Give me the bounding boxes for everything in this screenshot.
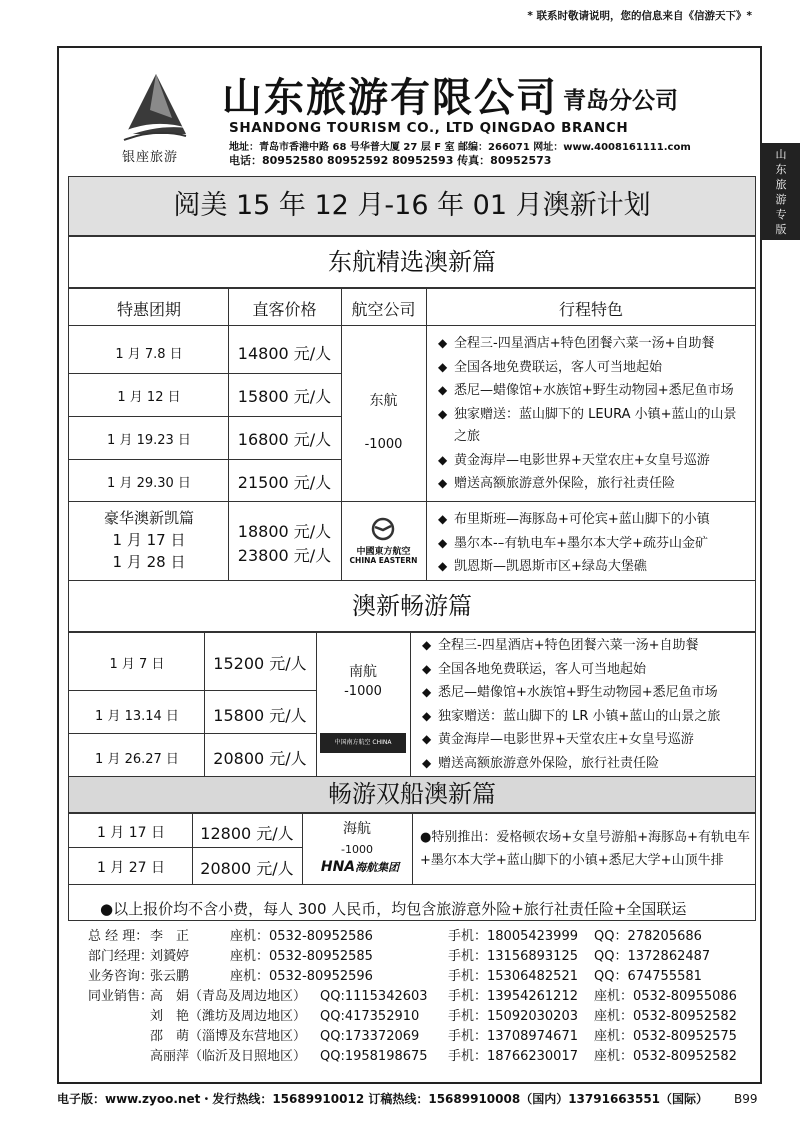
feature-item [422,634,755,658]
contact-role: 总 经 理： [88,929,149,944]
luxury-date: 1 月 28 日 [112,553,186,571]
divider [341,288,342,580]
feature-text: 全程三-四星酒店+特色团餐六菜一汤+自助餐 [438,638,699,653]
feature-item [438,532,753,556]
contact-extra: 座机：0532-80952575 [594,1029,737,1044]
col-header-dates: 特惠团期 [116,300,181,319]
logo-text: 银座旅游 [122,150,179,165]
side-tab-char: 专 [775,208,787,221]
feature-item [438,449,753,473]
contact-extra: QQ：674755581 [594,969,702,984]
feature-item [438,403,753,427]
contact-mobile: 手机：18766230017 [448,1049,578,1064]
company-name: 山东旅游有限公司 [222,74,558,121]
contact-name: 邵 萌（淄博及东营地区） [150,1029,307,1044]
divider [68,325,756,326]
airline-name: 海航 [343,821,371,837]
side-tab [762,143,800,240]
hna-logo-text: 海航集团 [355,861,400,874]
special-feature: ●特别推出：爱格顿农场+女皇号游船+海豚岛+有轨电车+墨尔本大学+蓝山脚下的小镇+悉尼大学+山顶牛排 [420,830,751,868]
tour-price: 15800 元/人 [213,706,307,725]
feature-item [422,705,755,729]
contact-name: 高丽萍（临沂及日照地区） [150,1049,307,1064]
tour-date: 1 月 26.27 日 [95,752,179,767]
contact-mobile: 手机：15306482521 [448,969,578,984]
feature-item [438,426,753,449]
contact-extra: 座机：0532-80952582 [594,1049,737,1064]
divider [68,288,756,289]
tour-price: 20800 元/人 [213,749,307,768]
contact-role: 业务咨询： [88,969,154,984]
feature-item [438,555,753,579]
tour-price: 15800 元/人 [237,387,332,406]
feature-item [422,681,755,705]
feature-text: 凯恩斯—凯恩斯市区+绿岛大堡礁 [454,559,647,574]
company-name-en: SHANDONG TOURISM CO., LTD QINGDAO BRANCH [229,120,629,136]
airline-discount: -1000 [341,843,373,856]
luxury-price: 18800 元/人 [237,522,332,541]
diamond-icon: ◆ [422,685,432,699]
contact-name: 刘贇婷 [150,949,190,964]
diamond-icon: ◆ [422,661,432,676]
company-phones: 电话：80952580 80952592 80952593 传真：80952573 [229,154,552,167]
source-notice: * 联系时敬请说明，您的信息来自《信游天下》* [527,10,752,22]
feature-text: 悉尼—蜡像馆+水族馆+野生动物园+悉尼鱼市场 [454,383,734,398]
feature-list [438,332,753,496]
tour-price: 15200 元/人 [213,654,307,673]
luxury-feature-list [438,508,753,579]
divider [68,690,316,691]
divider [68,884,756,885]
divider [68,416,341,417]
divider [68,501,756,502]
contact-seat: QQ:1958198675 [320,1049,428,1064]
tour-price: 21500 元/人 [237,473,332,492]
col-header-price: 直客价格 [252,300,317,319]
contact-mobile: 手机：13708974671 [448,1029,578,1044]
contact-extra: QQ：1372862487 [594,949,711,964]
page-title: 阅美 15 年 12 月-16 年 01 月澳新计划 [68,176,756,236]
diamond-icon: ◆ [438,452,448,467]
contact-seat: QQ:417352910 [320,1009,420,1024]
contact-role: 部门经理： [88,949,154,964]
feature-item [422,658,755,682]
feature-text: 赠送高额旅游意外保险，旅行社责任险 [454,476,676,491]
contact-role: 同业销售： [88,989,154,1004]
china-eastern-logo-icon [370,517,396,541]
feature-text: 全国各地免费联运，客人可当地起始 [438,661,647,677]
luxury-title: 豪华澳新凯篇 [103,509,194,527]
diamond-icon: ◆ [438,512,448,526]
feature-text: 黄金海岸—电影世界+天堂农庄+女皇号巡游 [438,732,694,747]
airline-discount: -1000 [344,684,382,699]
feature-item [438,472,753,496]
feature-item [422,728,755,752]
feature-item [438,356,753,380]
tour-date: 1 月 17 日 [96,825,166,841]
airline-name: 南航 [349,664,377,680]
contact-extra: 座机：0532-80952582 [594,1009,737,1024]
side-tab-char: 旅 [775,178,787,191]
contact-name: 张云鹏 [150,969,190,984]
feature-text: 墨尔本-–有轨电车+墨尔本大学+疏芬山金矿 [454,535,708,551]
hna-logo-mark: HNA [320,859,356,875]
section-heading: 澳新畅游篇 [68,580,756,632]
divider [410,632,411,776]
contact-name: 高 娟（青岛及周边地区） [150,989,307,1004]
col-header-features: 行程特色 [558,300,623,319]
company-address: 地址：青岛市香港中路 68 号华普大厦 27 层 F 室 邮编：266071 网址：www.4008161111.com [229,142,691,153]
tour-date: 1 月 7 日 [109,657,165,672]
feature-text: 布里斯班—海豚岛+可伦宾+蓝山脚下的小镇 [454,512,710,527]
diamond-icon: ◆ [438,383,448,397]
feature-item [438,508,753,532]
contact-seat: 座机：0532-80952596 [230,969,373,984]
china-southern-logo: 中国南方航空 CHINA SOUTHERN [320,733,406,753]
divider [316,632,317,776]
contact-mobile: 手机：13156893125 [448,949,578,964]
price-note: ●以上报价均不含小费，每人 300 人民币，均包含旅游意外险+旅行社责任险+全国联运 [100,900,687,918]
diamond-icon: ◆ [422,708,432,723]
contact-extra: 座机：0532-80955086 [594,989,737,1004]
contact-mobile: 手机：15092030203 [448,1009,578,1024]
section-heading: 畅游双船澳新篇 [68,776,756,813]
feature-text: 之旅 [454,429,481,444]
diamond-icon: ◆ [438,476,448,490]
feature-text: 独家赠送：蓝山脚下的 LEURA 小镇+蓝山的山景 [454,406,737,422]
contact-seat: 座机：0532-80952585 [230,949,373,964]
feature-text: 黄金海岸—电影世界+天堂农庄+女皇号巡游 [454,452,710,468]
divider [412,813,413,884]
divider [68,733,316,734]
feature-text: 悉尼—蜡像馆+水族馆+野生动物园+悉尼鱼市场 [438,685,718,700]
tour-date: 1 月 27 日 [96,860,166,876]
side-tab-char: 版 [775,223,787,236]
hna-logo [312,859,408,875]
tour-date: 1 月 29.30 日 [107,476,191,491]
feature-text: 全国各地免费联运，客人可当地起始 [454,359,663,375]
feature-text: 赠送高额旅游意外保险，旅行社责任险 [438,755,660,771]
side-tab-char: 山 [775,148,787,161]
contact-name: 刘 艳（潍坊及周边地区） [150,1009,307,1024]
airline-name: 东航 [369,393,398,409]
publication-footer: 电子版：www.zyoo.net・发行热线：15689910012 订稿热线：15689910008（国内）13791663551（国际） [57,1092,709,1106]
contact-seat: QQ:173372069 [320,1029,420,1044]
luxury-package [70,507,228,573]
tour-price: 14800 元/人 [237,344,332,363]
divider [68,373,341,374]
tour-date: 1 月 13.14 日 [95,709,179,724]
divider [426,288,427,580]
tour-date: 1 月 7.8 日 [115,347,183,362]
tour-date: 1 月 12 日 [117,390,181,405]
contact-list [88,927,748,1087]
luxury-prices [228,520,341,568]
company-branch: 青岛分公司 [563,87,678,114]
divider [68,632,756,633]
diamond-icon: ◆ [438,535,448,550]
diamond-icon: ◆ [438,359,448,374]
contact-name: 李 正 [150,929,190,944]
side-tab-char: 游 [775,193,787,206]
contact-extra: QQ：278205686 [594,929,702,944]
company-logo-icon [118,70,188,146]
diamond-icon: ◆ [422,638,432,652]
feature-list [422,634,755,775]
col-header-airline: 航空公司 [351,300,416,319]
diamond-icon: ◆ [438,559,448,573]
contact-seat: 座机：0532-80952586 [230,929,373,944]
tour-price: 20800 元/人 [200,859,294,878]
divider [68,459,341,460]
page-number: B99 [734,1092,758,1106]
airline-discount: -1000 [364,437,403,452]
luxury-price: 23800 元/人 [237,546,332,565]
contact-mobile: 手机：18005423999 [448,929,578,944]
diamond-icon: ◆ [438,406,448,421]
china-eastern-logo-en: CHINA EASTERN [349,556,418,565]
feature-item [438,379,753,403]
china-eastern-logo-cn: 中國東方航空 [356,547,411,557]
feature-item [438,332,753,356]
contact-mobile: 手机：13954261212 [448,989,578,1004]
feature-text: 独家赠送：蓝山脚下的 LR 小镇+蓝山的山景之旅 [438,708,721,724]
diamond-icon: ◆ [438,336,448,350]
feature-item [422,752,755,776]
feature-text: 全程三-四星酒店+特色团餐六菜一汤+自助餐 [454,336,715,351]
contact-seat: QQ:1115342603 [320,989,428,1004]
side-tab-char: 东 [775,163,787,176]
luxury-date: 1 月 17 日 [112,531,186,549]
diamond-icon: ◆ [422,755,432,770]
diamond-icon: ◆ [422,732,432,746]
tour-date: 1 月 19.23 日 [107,433,191,448]
divider [68,847,302,848]
tour-price: 16800 元/人 [237,430,332,449]
section-heading: 东航精选澳新篇 [68,236,756,288]
tour-price: 12800 元/人 [200,824,294,843]
